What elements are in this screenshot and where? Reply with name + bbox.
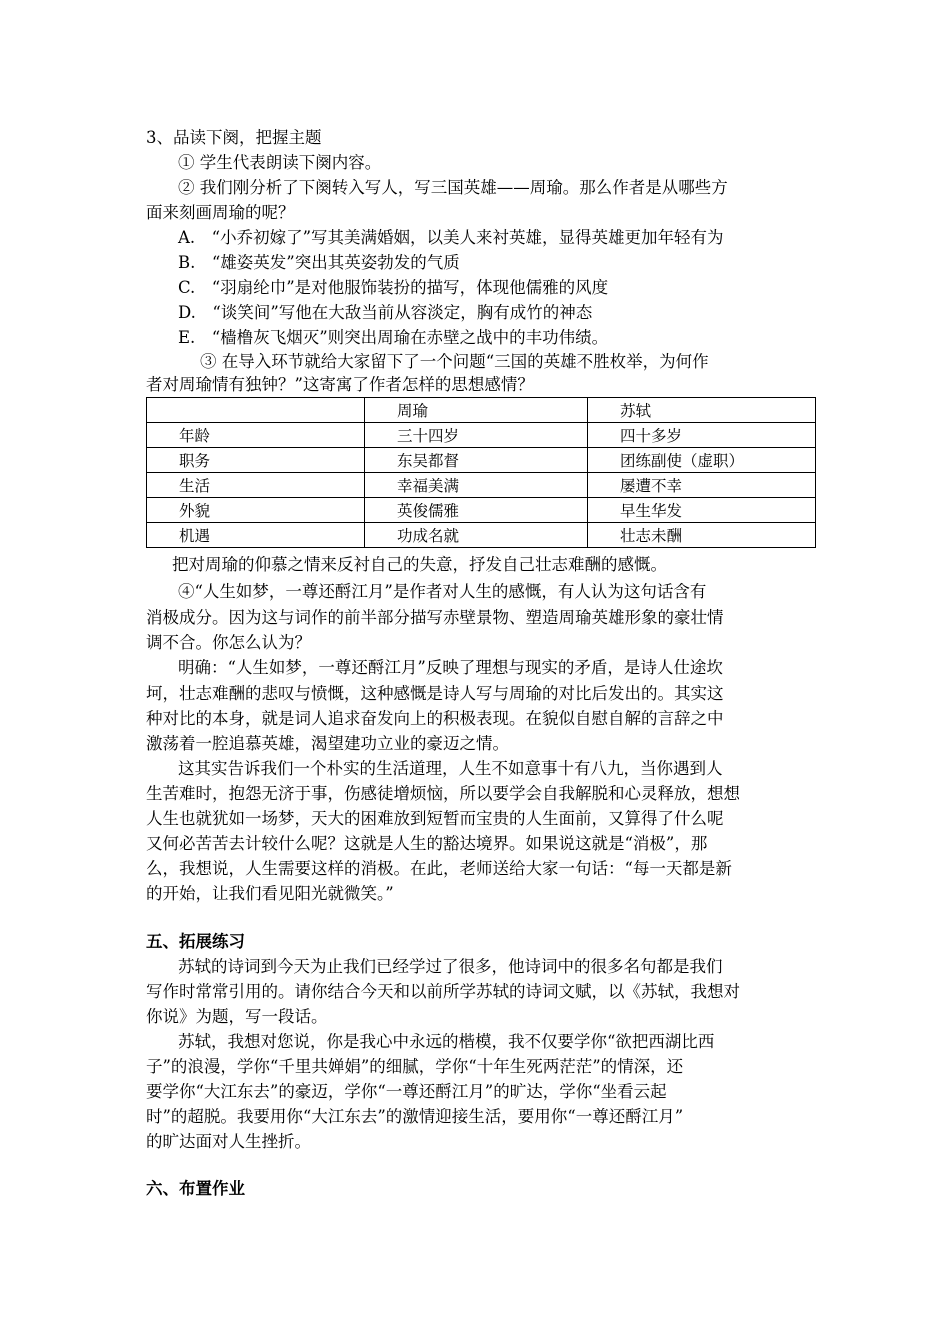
table-cell: 职务 [147,448,365,473]
option-b: B. “雄姿英发”突出其英姿勃发的气质 [178,253,460,272]
section5-prompt-line2: 写作时常常引用的。请你结合今天和以前所学苏轼的诗词文赋，以《苏轼，我想对 [146,982,740,1001]
item4-line1: ④“人生如梦，一尊还酹江月”是作者对人生的感慨，有人认为这句话含有 [178,582,707,601]
item4-line2: 消极成分。因为这与词作的前半部分描写赤壁景物、塑造周瑜英雄形象的豪壮情 [146,608,724,627]
section5-sample-line5: 的旷达面对人生挫折。 [146,1132,311,1151]
table-cell: 英俊儒雅 [365,498,588,523]
table-cell: 三十四岁 [365,423,588,448]
table-header-cell: 周瑜 [365,398,588,423]
option-a: A. “小乔初嫁了”写其美满婚姻，以美人来衬英雄，显得英雄更加年轻有为 [178,228,724,247]
table-cell: 团练副使（虚职） [588,448,816,473]
item4-line3: 调不合。你怎么认为？ [146,633,311,652]
section5-heading: 五、拓展练习 [146,932,245,951]
answer-line3: 种对比的本身，就是词人追求奋发向上的积极表现。在貌似自慰自解的言辞之中 [146,709,724,728]
lesson-line6: 的开始，让我们看见阳光就微笑。” [146,884,394,903]
table-cell: 生活 [147,473,365,498]
table-header-row [147,398,816,423]
section5-prompt-line1: 苏轼的诗词到今天为止我们已经学过了很多，他诗词中的很多名句都是我们 [178,957,723,976]
table-row [147,523,816,548]
table-cell: 东吴都督 [365,448,588,473]
table-header-cell: 苏轼 [588,398,816,423]
answer-line2: 坷，壮志难酬的悲叹与愤慨，这种感慨是诗人写与周瑜的对比后发出的。其实这 [146,684,724,703]
lesson-line1: 这其实告诉我们一个朴实的生活道理，人生不如意事十有八九，当你遇到人 [178,759,723,778]
section3-item2-line1: ② 我们刚分析了下阕转入写人，写三国英雄——周瑜。那么作者是从哪些方 [178,178,728,197]
table-conclusion: 把对周瑜的仰慕之情来反衬自己的失意，抒发自己壮志难酬的感慨。 [172,555,667,574]
lesson-line4: 又何必苦苦去计较什么呢？这就是人生的豁达境界。如果说这就是“消极”，那 [146,834,708,853]
table-cell: 早生华发 [588,498,816,523]
section6-heading: 六、布置作业 [146,1179,245,1198]
section5-sample-line3: 要学你“大江东去”的豪迈，学你“一尊还酹江月”的旷达，学你“坐看云起 [146,1082,667,1101]
table-cell: 壮志未酬 [588,523,816,548]
table-row [147,498,816,523]
answer-line1: 明确：“人生如梦，一尊还酹江月”反映了理想与现实的矛盾，是诗人仕途坎 [178,658,723,677]
answer-line4: 激荡着一腔追慕英雄，渴望建功立业的豪迈之情。 [146,734,509,753]
section3-item1: ① 学生代表朗读下阕内容。 [178,153,382,172]
lesson-line2: 生苦难时，抱怨无济于事，伤感徒增烦恼，所以要学会自我解脱和心灵释放，想想 [146,784,740,803]
table-cell: 幸福美满 [365,473,588,498]
table-cell: 四十多岁 [588,423,816,448]
option-d: D. “谈笑间”写他在大敌当前从容淡定，胸有成竹的神态 [178,303,593,322]
table-row [147,473,816,498]
lesson-line5: 么，我想说，人生需要这样的消极。在此，老师送给大家一句话：“每一天都是新 [146,859,732,878]
section3-heading: 3、品读下阕，把握主题 [146,128,322,147]
table-cell: 年龄 [147,423,365,448]
comparison-table [146,397,816,548]
section5-sample-line1: 苏轼，我想对您说，你是我心中永远的楷模，我不仅要学你“欲把西湖比西 [178,1032,715,1051]
section3-item2-line2: 面来刻画周瑜的呢？ [146,203,295,222]
section5-sample-line2: 子”的浪漫，学你“千里共婵娟”的细腻，学你“十年生死两茫茫”的情深，还 [146,1057,684,1076]
table-row [147,423,816,448]
table-cell: 功成名就 [365,523,588,548]
table-cell: 屡遭不幸 [588,473,816,498]
table-cell: 机遇 [147,523,365,548]
section5-sample-line4: 时”的超脱。我要用你“大江东去”的激情迎接生活，要用你“一尊还酹江月” [146,1107,684,1126]
section3-item3-line1: ③ 在导入环节就给大家留下了一个问题“三国的英雄不胜枚举，为何作 [200,352,709,371]
option-e: E. “樯橹灰飞烟灭”则突出周瑜在赤壁之战中的丰功伟绩。 [178,328,609,347]
table-cell: 外貌 [147,498,365,523]
lesson-line3: 人生也就犹如一场梦，天大的困难放到短暂而宝贵的人生面前，又算得了什么呢 [146,809,724,828]
section3-item3-line2: 者对周瑜情有独钟？”这寄寓了作者怎样的思想感情？ [146,375,534,394]
table-row [147,448,816,473]
option-c: C. “羽扇纶巾”是对他服饰装扮的描写，体现他儒雅的风度 [178,278,609,297]
table-header-cell [147,398,365,423]
section5-prompt-line3: 你说》为题，写一段话。 [146,1007,328,1026]
